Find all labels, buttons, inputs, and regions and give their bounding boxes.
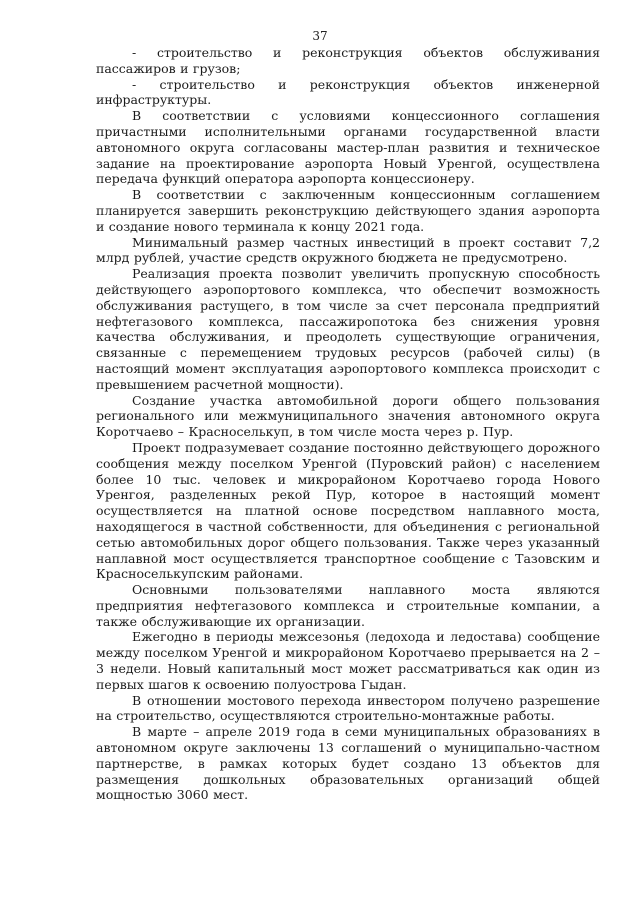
paragraph-7: Создание участка автомобильной дороги общего пользования регионального или межмуниципального значения автономного округа Коротчаево – Красноселькуп, в том числе моста через р. Пур. [96,392,600,440]
paragraph-12: В марте – апреле 2019 года в семи муниципальных образованиях в автономном округе заключены 13 соглашений о муниципально-частном партнерстве, в рамках которых будет создано 13 объектов для размещения дошкольных образовательных организаций общей мощностью 3060 мест. [96,724,600,803]
paragraph-5: Минимальный размер частных инвестиций в проект составит 7,2 млрд рублей, участие средств окружного бюджета не предусмотрено. [96,234,600,266]
paragraph-4: В соответствии с заключенным концессионным соглашением планируется завершить реконструкцию действующего здания аэропорта и создание нового терминала к концу 2021 года. [96,187,600,234]
paragraph-10: Ежегодно в периоды межсезонья (ледохода и ледостава) сообщение между поселком Уренгой и микрорайоном Коротчаево прерывается на 2 – 3 недели. Новый капитальный мост может рассматриваться как один из первых шагов к освоению полуострова Гыдан. [96,629,600,692]
paragraph-8: Проект подразумевает создание постоянно действующего дорожного сообщения между поселком Уренгой (Пуровский район) с населением более 10 тыс. человек и микрорайоном Коротчаево города Нового Уренгоя, разделенных рекой Пур, которое в настоящий момент осуществляется на платной основе посредством наплавного моста, находящегося в частной собственности, для объединения с региональной сетью автомобильных дорог общего пользования. Также через указанный наплавной мост осуществляется транспортное сообщение с Тазовским и Красноселькупским районами. [96,439,600,582]
paragraph-1: - строительство и реконструкция объектов обслуживания пассажиров и грузов; [96,45,600,76]
paragraph-11: В отношении мостового перехода инвестором получено разрешение на строительство, осуществляются строительно-монтажные работы. [96,692,600,724]
paragraph-2: - строительство и реконструкция объектов инженерной инфраструктуры. [96,76,600,108]
document-body [96,45,600,803]
paragraph-3: В соответствии с условиями концессионного соглашения причастными исполнительными органами государственной власти автономного округа согласованы мастер-план развития и техническое задание на проектирование аэропорта Новый Уренгой, осуществлена передача функций оператора аэропорта концессионеру. [96,108,600,187]
paragraph-6: Реализация проекта позволит увеличить пропускную способность действующего аэропортового комплекса, что обеспечит возможность обслуживания растущего, в том числе за счет персонала предприятий нефтегазового комплекса, пассажиропотока без снижения уровня качества обслуживания, и преодолеть существующие ограничения, связанные с перемещением трудовых ресурсов (рабочей силы) (в настоящий момент эксплуатация аэропортового комплекса происходит с превышением расчетной мощности). [96,266,600,392]
page-number: 37 [312,29,328,43]
paragraph-9: Основными пользователями наплавного моста являются предприятия нефтегазового комплекса и строительные компании, а также обслуживающие их организации. [96,582,600,629]
